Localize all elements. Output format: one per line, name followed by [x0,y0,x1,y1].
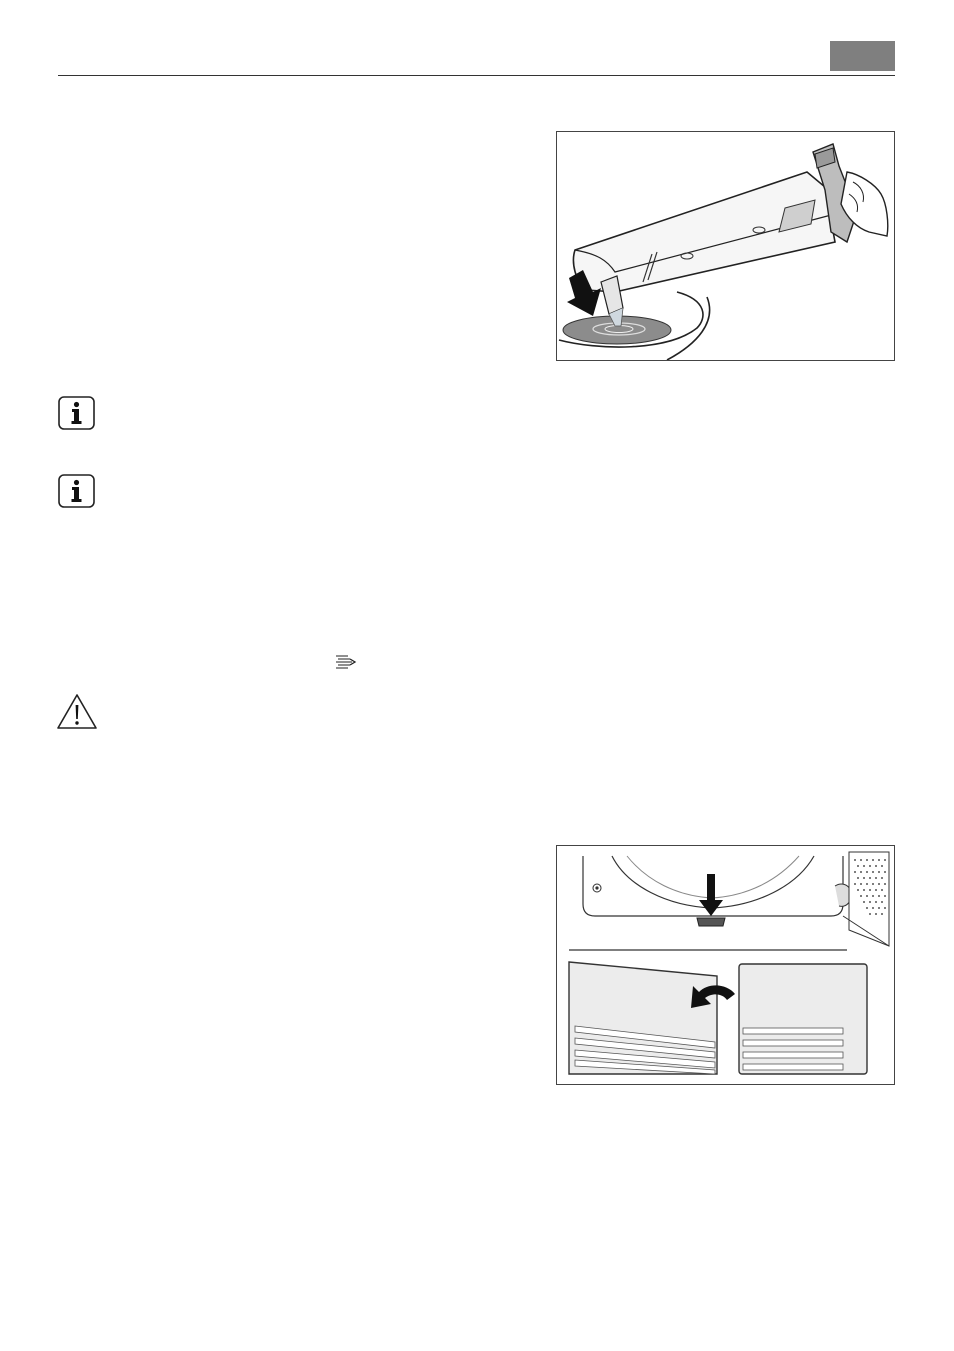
water-container-illustration [556,131,895,361]
header-rule [58,75,895,76]
info-icon [58,396,95,435]
release-button [697,918,725,926]
language-tab [830,41,895,71]
plinth-panel-illustration [556,845,895,1085]
info-icon [58,474,95,513]
water-container-drawing [557,132,894,360]
drying-program-symbol-icon [333,654,357,675]
water-container [574,172,836,292]
warning-triangle-icon [56,693,98,736]
plinth-panel-drawing [557,846,894,1084]
side-grille [849,852,889,946]
